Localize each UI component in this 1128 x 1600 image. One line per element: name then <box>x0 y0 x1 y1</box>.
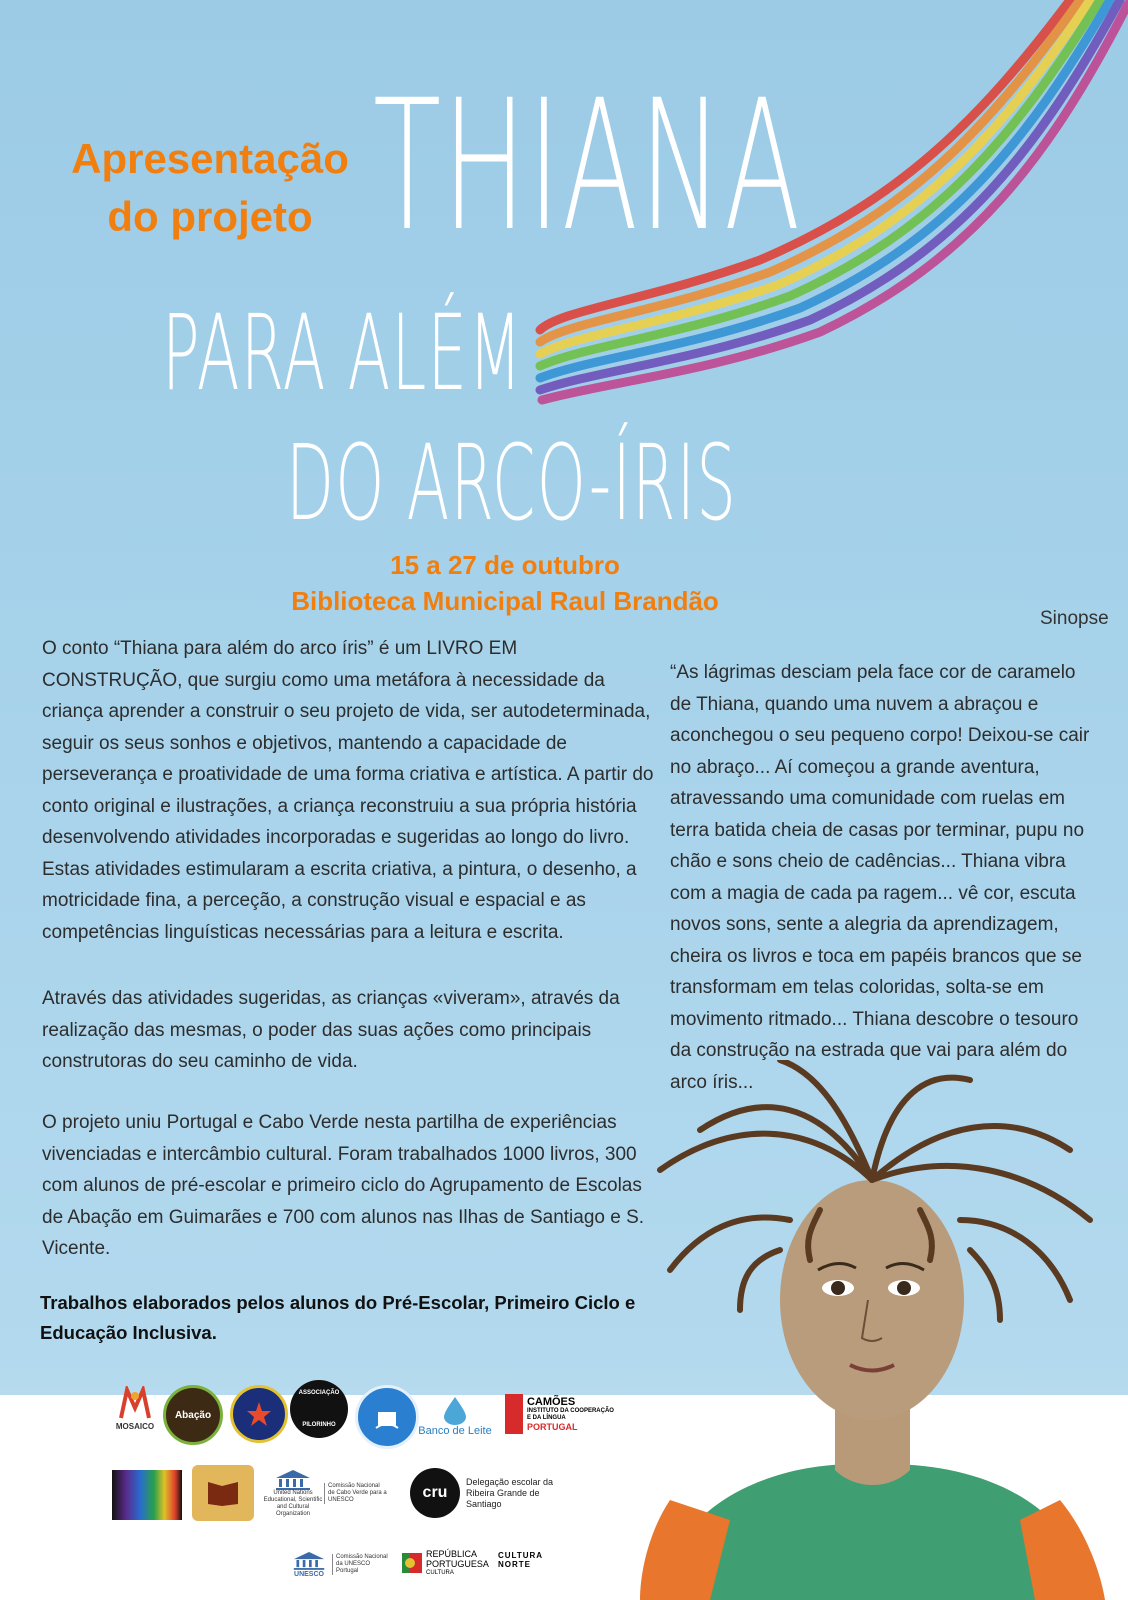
associacao-label: ASSOCIAÇÃO <box>298 1390 340 1396</box>
title-do-arco-iris: DO ARCO-ÍRIS <box>286 422 738 544</box>
book-icon <box>206 1478 240 1508</box>
project-presentation-heading <box>30 130 390 246</box>
book-project-logo <box>192 1465 254 1521</box>
abacao-label: Abação <box>174 1409 212 1421</box>
cv-commission-label: Comissão Nacional de Cabo Verde para a UNESCO <box>324 1483 388 1504</box>
cru-label: cru <box>422 1484 448 1501</box>
subtitle-line-2: do projeto <box>107 193 313 240</box>
camoes-sublabel: INSTITUTO DA COOPERAÇÃO E DA LÍNGUA <box>526 1408 614 1421</box>
mosaico-label: MOSAICO <box>115 1421 155 1431</box>
republica-portuguesa-logo <box>402 1540 492 1586</box>
cultura-label: CULTURA <box>426 1570 454 1576</box>
title-para-alem: PARA ALÉM <box>162 292 524 414</box>
municipal-crest-logo <box>355 1385 419 1449</box>
school-emblem-logo <box>230 1385 288 1443</box>
cultura-norte-label: CULTURA NORTE <box>498 1551 543 1569</box>
pt-commission-label: Comissão Nacional da UNESCO Portugal <box>332 1554 392 1575</box>
credits-text: Trabalhos elaborados pelos alunos do Pré-Escolar, Primeiro Ciclo e Educação Inclusiva. <box>40 1292 636 1343</box>
sinopse-text: “As lágrimas desciam pela face cor de caramelo de Thiana, quando uma nuvem a abraçou e aconchegou o seu pequeno corpo! Deixou-se cair no abraço... Aí começou a grande aventura, atravessando uma comunidade com ruelas em terra batida cheia de casas por terminar, pupu no chão e sons cheio de cadências... Thiana vibra com a magia de cada pa ragem... vê cor, escuta novos sons, sente a alegria da aprendizagem, cheira os livros e toca em papéis brancos que se transformam em telas coloridas, solta-se em movimento ritmado... Thiana descobre o tesouro da construção na estrada que vai para além do arco íris... <box>670 662 1090 1093</box>
unesco-cv-logo <box>262 1465 392 1521</box>
color-stripes-logo <box>112 1470 182 1520</box>
unesco-temple-icon <box>292 1550 326 1570</box>
sinopse-label: Sinopse <box>1040 608 1109 629</box>
body-paragraph-1: O conto “Thiana para além do arco íris” é um LIVRO EM CONSTRUÇÃO, que surgiu como uma metáfora à necessidade da criança aprender a construir o seu projeto de vida, ser autodeterminada, seguir os seus sonhos e objetivos, mantendo a capacidade de perseverança e proatividade de uma forma criativa e artística. A partir do conto original e ilustrações, a criança reconstruiu a sua própria história desenvolvendo atividades incorporadas e sugeridas ao longo do livro. Estas atividades estimularam a escrita criativa, a pintura, o desenho, a motricidade fina, a perceção, a construção visual e espacial e as competências linguísticas necessárias para a leitura e escrita. <box>42 638 654 943</box>
portugal-shield-icon <box>402 1551 422 1575</box>
banco-de-leite-label: Banco de Leite <box>418 1425 492 1437</box>
crest-icon <box>372 1402 402 1432</box>
unesco-label: United Nations Educational, Scientific and Cultural Organization <box>263 1490 323 1517</box>
portuguesa-label: PORTUGUESA <box>426 1559 489 1569</box>
unesco-pt-label: UNESCO <box>294 1570 324 1578</box>
body-paragraph-3: O projeto uniu Portugal e Cabo Verde nesta partilha de experiências vivenciadas e intercâmbio cultural. Foram trabalhados 1000 livros, 300 com alunos de pré-escolar e primeiro ciclo do Agrupamento de Escolas de Abação em Guimarães e 700 com alunos nas Ilhas de Santiago e S. Vicente. <box>42 1112 645 1259</box>
camoes-logo <box>505 1388 615 1440</box>
title-thiana: THIANA <box>373 62 802 271</box>
republica-label: REPÚBLICA <box>426 1549 478 1559</box>
milk-drop-icon <box>442 1395 468 1425</box>
camoes-country: PORTUGAL <box>526 1422 578 1432</box>
associacao-pilorinho-logo <box>290 1380 348 1438</box>
body-paragraph-2: Através das atividades sugeridas, as crianças «viveram», através da realização das mesmas, o poder das suas ações como principais construtoras do seu caminho de vida. <box>42 988 620 1072</box>
unesco-temple-icon <box>274 1468 312 1490</box>
camoes-label: CAMÕES <box>526 1396 576 1408</box>
girl-illustration <box>640 1060 1110 1600</box>
star-icon <box>245 1400 273 1428</box>
event-venue: Biblioteca Municipal Raul Brandão <box>291 586 719 616</box>
banco-de-leite-logo <box>415 1388 495 1444</box>
subtitle-line-1: Apresentação <box>71 135 349 182</box>
abacao-logo <box>163 1385 223 1445</box>
cultura-norte-logo <box>498 1545 568 1575</box>
camoes-c-icon <box>505 1394 523 1434</box>
mosaico-logo <box>110 1378 160 1438</box>
pilorinho-label: PILORINHO <box>302 1422 336 1428</box>
cru-logo <box>410 1468 460 1518</box>
delegacao-logo <box>466 1470 566 1516</box>
unesco-pt-logo <box>286 1535 396 1593</box>
mosaico-icon <box>117 1386 153 1422</box>
event-dates: 15 a 27 de outubro <box>390 550 620 580</box>
delegacao-label: Delegação escolar da Ribeira Grande de Santiago <box>466 1476 554 1509</box>
